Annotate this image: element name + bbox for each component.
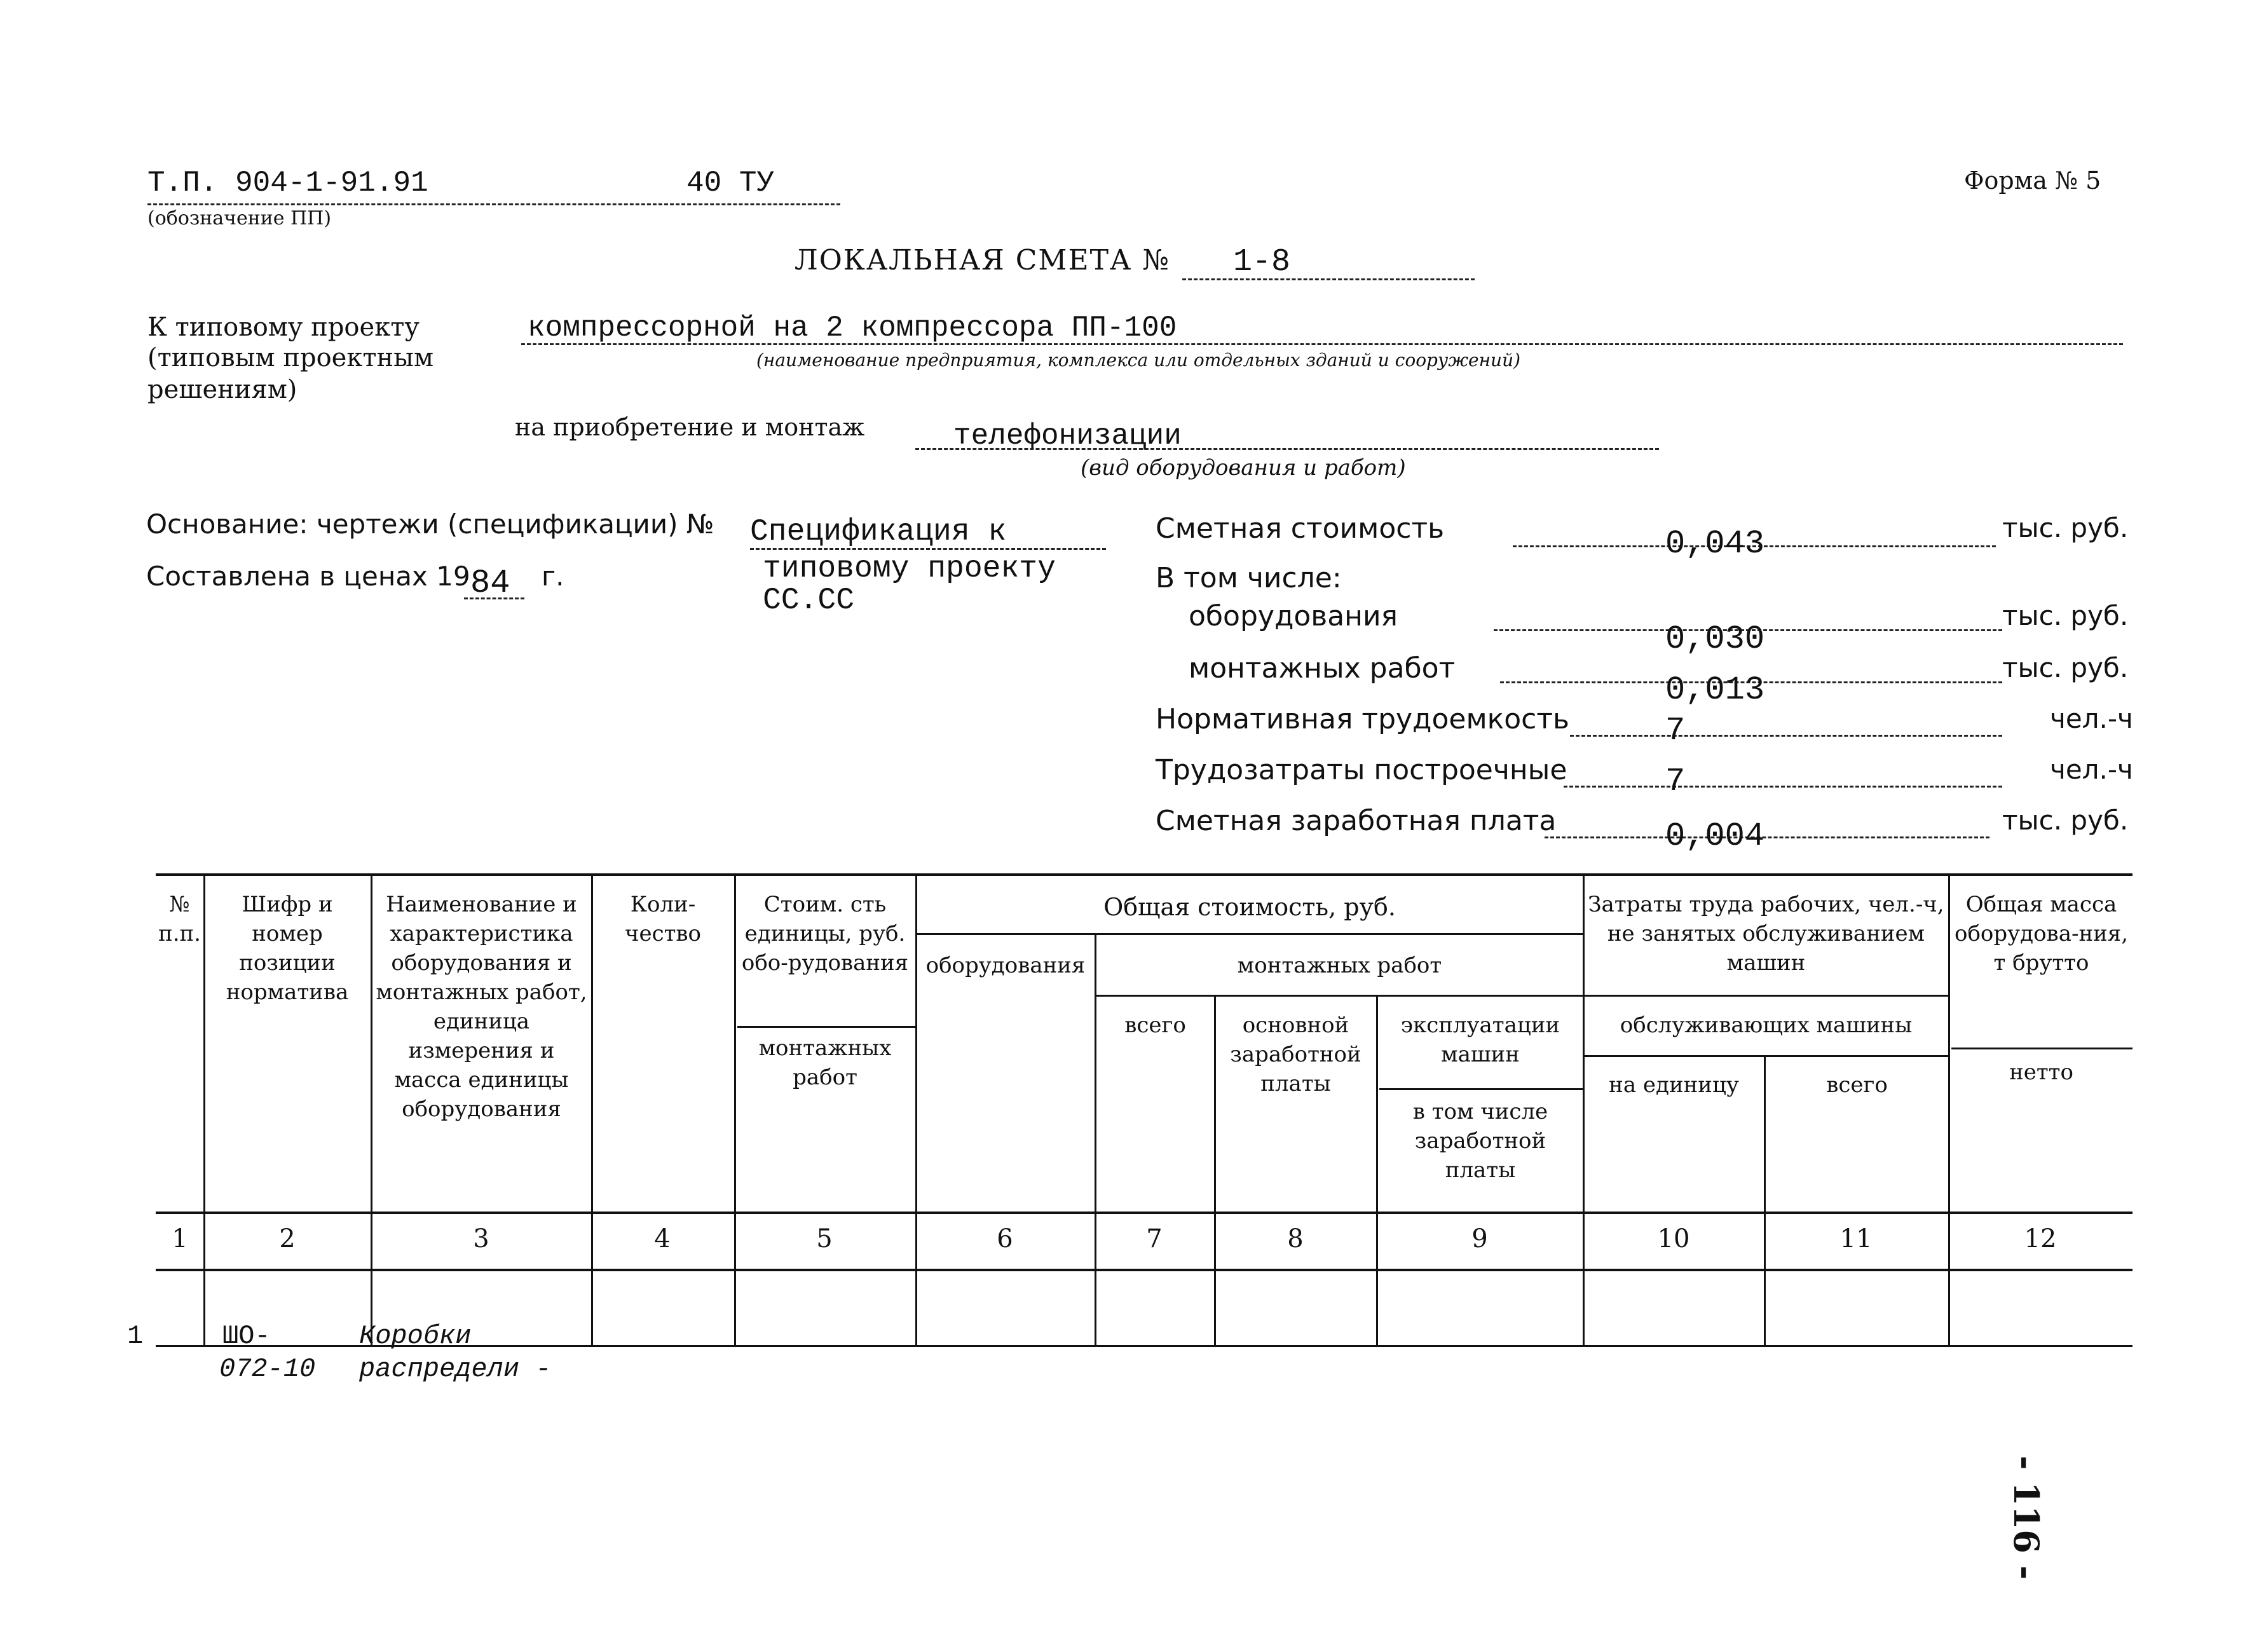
- estimate-number: 1-8: [1233, 244, 1291, 280]
- including-label: В том числе:: [1156, 562, 1342, 594]
- form-label: Форма № 5: [1964, 167, 2101, 195]
- normative-labor-value: 7: [1665, 712, 1686, 749]
- th-mass: Общая масса оборудова-ния, т брутто: [1954, 892, 2129, 976]
- col-number: 1: [172, 1224, 188, 1253]
- installation-unit: тыс. руб.: [2002, 652, 2129, 683]
- estimated-cost-unit: тыс. руб.: [2002, 512, 2129, 543]
- th-serving: обслуживающих машины: [1620, 1013, 1913, 1038]
- th-name: Наименование и характеристика оборудования и монтажных работ, единица измерения и масса единицы оборудования: [376, 892, 587, 1122]
- wages-value: 0,004: [1665, 817, 1765, 855]
- wages-label: Сметная заработная плата: [1156, 805, 1557, 837]
- prices-label: Составлена в ценах 19: [146, 561, 470, 592]
- th-total-cost: Общая стоимость, руб.: [1103, 893, 1396, 921]
- th-quantity: Коли-чество: [624, 892, 702, 946]
- designation-caption: (обозначение ПП): [147, 207, 332, 229]
- col-number: 7: [1146, 1224, 1163, 1253]
- th-install-works: монтажных работ: [1237, 953, 1442, 978]
- equipment-label: оборудования: [1189, 600, 1398, 632]
- project-label-3: решениям): [147, 375, 297, 404]
- col-number: 11: [1839, 1224, 1873, 1253]
- project-designation: Т.П. 904-1-91.91: [147, 167, 428, 200]
- wages-unit: тыс. руб.: [2002, 805, 2129, 836]
- col-number: 6: [997, 1224, 1013, 1253]
- row1-name-2: распредели -: [359, 1354, 552, 1384]
- col-number: 5: [816, 1224, 833, 1253]
- installation-label: монтажных работ: [1189, 652, 1456, 685]
- row1-code-1: ШО-: [222, 1321, 271, 1351]
- prices-suffix: г.: [542, 561, 564, 592]
- project-caption: (наименование предприятия, комплекса или отдельных зданий и сооружений): [756, 350, 1521, 371]
- row1-name-1: Коробки: [359, 1321, 472, 1351]
- th-num: № п.п.: [158, 892, 201, 946]
- th-equipment: оборудования: [925, 953, 1086, 978]
- col-number: 2: [279, 1224, 296, 1253]
- basis-value-1: Спецификация к: [750, 515, 1007, 549]
- estimate-title: ЛОКАЛЬНАЯ СМЕТА №: [795, 244, 1170, 276]
- col-number: 12: [2024, 1224, 2057, 1253]
- equipment-unit: тыс. руб.: [2002, 600, 2129, 631]
- installation-value: 0,013: [1665, 671, 1765, 709]
- col-number: 8: [1287, 1224, 1304, 1253]
- col-number: 3: [473, 1224, 489, 1253]
- col-number: 10: [1657, 1224, 1690, 1253]
- basis-value-2: типовому проекту: [763, 552, 1056, 586]
- row1-num: 1: [127, 1321, 144, 1351]
- row1-code-2: 072-10: [219, 1354, 316, 1384]
- estimated-cost-label: Сметная стоимость: [1156, 512, 1445, 545]
- th-incl-wage: в том числе заработной платы: [1412, 1099, 1548, 1183]
- site-labor-label: Трудозатраты построечные: [1156, 754, 1567, 786]
- project-designation-suffix: 40 ТУ: [686, 167, 775, 200]
- site-labor-value: 7: [1665, 763, 1686, 800]
- th-base-wage: основной заработной платы: [1230, 1013, 1361, 1096]
- th-net: нетто: [2009, 1060, 2073, 1085]
- th-unit-cost: Стоим. сть единицы, руб. обо-рудования: [741, 892, 909, 976]
- project-label-1: К типовому проекту: [147, 313, 420, 342]
- normative-labor-unit: чел.-ч: [2050, 703, 2133, 734]
- col-number: 9: [1471, 1224, 1488, 1253]
- th-machine-ops: эксплуатации машин: [1400, 1013, 1560, 1067]
- th-per-unit: на единицу: [1609, 1072, 1739, 1098]
- purpose-label: на приобретение и монтаж: [515, 413, 865, 441]
- purpose-caption: (вид оборудования и работ): [1081, 455, 1406, 481]
- equipment-value: 0,030: [1665, 620, 1765, 658]
- basis-label: Основание: чертежи (спецификации) №: [146, 509, 714, 540]
- prices-year: 84: [470, 564, 510, 602]
- estimated-cost-value: 0,043: [1665, 525, 1765, 563]
- th-code: Шифр и номер позиции норматива: [226, 892, 349, 1005]
- th-unit-cost-install: монтажных работ: [758, 1035, 892, 1090]
- page-number: - 116 -: [2006, 1456, 2047, 1580]
- basis-value-3: СС.СС: [763, 584, 855, 618]
- site-labor-unit: чел.-ч: [2050, 754, 2133, 785]
- th-all: всего: [1124, 1013, 1186, 1038]
- purpose-value: телефонизации: [953, 420, 1182, 453]
- project-value: компрессорной на 2 компрессора ПП-100: [528, 311, 1177, 345]
- normative-labor-label: Нормативная трудоемкость: [1156, 703, 1569, 735]
- project-label-2: (типовым проектным: [147, 343, 434, 372]
- th-labor: Затраты труда рабочих, чел.-ч, не занятых обслуживанием машин: [1588, 892, 1944, 976]
- col-number: 4: [654, 1224, 671, 1253]
- th-total: всего: [1826, 1072, 1888, 1098]
